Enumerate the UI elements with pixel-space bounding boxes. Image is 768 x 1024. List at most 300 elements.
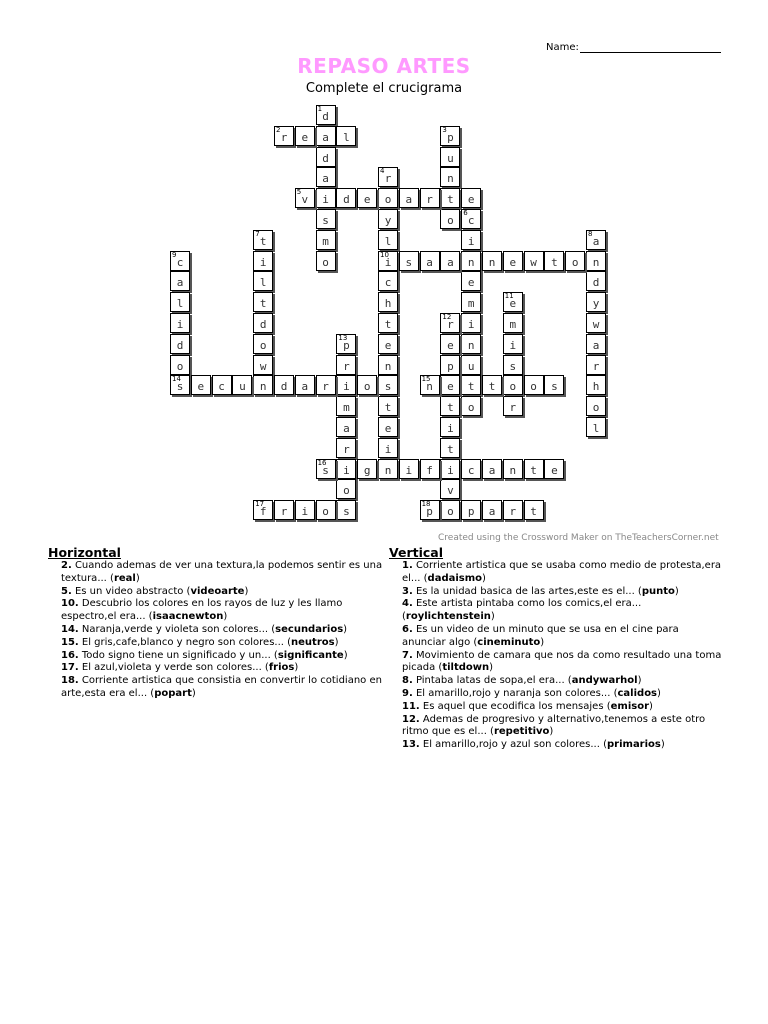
clue-close: ) <box>343 649 348 661</box>
cell-letter: r <box>447 318 454 331</box>
clue-close: ) <box>540 636 545 648</box>
crossword-cell[interactable] <box>482 500 502 520</box>
clue-close: ) <box>490 611 495 623</box>
clue-answer: andywarhol <box>571 675 638 687</box>
crossword-cell[interactable] <box>336 375 356 395</box>
crossword-cell[interactable] <box>232 375 252 395</box>
cell-letter: p <box>426 505 433 519</box>
crossword-cell[interactable] <box>482 459 502 479</box>
crossword-cell[interactable] <box>316 251 336 271</box>
crossword-cell[interactable] <box>420 188 440 208</box>
crossword-cell[interactable] <box>461 230 481 250</box>
cell-letter: d <box>280 380 288 394</box>
clue-text: Es un video abstracto ( <box>71 585 191 597</box>
crossword-cell[interactable] <box>191 375 211 395</box>
clue-num: 1. <box>402 560 413 571</box>
clue-num: 5. <box>61 585 72 597</box>
crossword-cell[interactable] <box>378 396 398 416</box>
cell-letter: n <box>467 338 475 352</box>
crossword-cell[interactable] <box>399 459 419 479</box>
crossword-cell[interactable] <box>253 355 273 375</box>
crossword-cell[interactable] <box>378 271 398 291</box>
clue-close: ) <box>223 611 228 623</box>
cell-letter: r <box>280 505 288 519</box>
cell-letter: i <box>259 255 267 269</box>
clue-answer: roylichtenstein <box>405 611 491 623</box>
cell-letter: n <box>259 380 267 394</box>
cell-letter: l <box>343 130 350 144</box>
clue-answer: calidos <box>617 687 658 699</box>
crossword-cell[interactable] <box>503 355 523 375</box>
cell-letter: i <box>384 442 392 456</box>
crossword-cell[interactable] <box>586 313 606 333</box>
cell-letter: a <box>176 276 184 290</box>
clue-text: Todo signo tiene un significado y un... ( <box>78 649 278 661</box>
crossword-cell[interactable] <box>336 459 356 479</box>
clue-text: Es un video de un minuto que se usa en el cine para anunciar algo ( <box>402 623 679 648</box>
crossword-cell[interactable] <box>295 188 315 208</box>
clue-close: ) <box>660 739 665 751</box>
clue-item <box>389 586 724 599</box>
cell-letter: i <box>405 463 413 477</box>
clue-item <box>48 637 383 650</box>
cell-letter: i <box>322 193 329 207</box>
crossword-cell[interactable] <box>461 292 481 312</box>
crossword-cell[interactable] <box>440 375 460 395</box>
crossword-cell[interactable] <box>503 396 523 416</box>
crossword-cell[interactable] <box>586 251 606 271</box>
crossword-cell[interactable] <box>440 313 460 333</box>
crossword-cell[interactable] <box>440 167 460 187</box>
crossword-cell[interactable] <box>316 375 336 395</box>
cell-letter: t <box>551 255 558 269</box>
cell-letter: e <box>447 338 454 352</box>
cell-letter: n <box>447 172 454 186</box>
crossword-cell[interactable] <box>336 126 356 146</box>
clue-number: 9 <box>172 250 177 259</box>
cell-letter: n <box>592 255 600 269</box>
clue-number: 6 <box>463 209 468 217</box>
crossword-cell[interactable] <box>440 209 460 229</box>
crossword-cell[interactable] <box>336 438 356 458</box>
crossword-cell[interactable] <box>586 292 606 312</box>
clue-text: El amarillo,rojo y azul son colores... ( <box>419 739 607 751</box>
crossword-cell[interactable] <box>336 417 356 437</box>
crossword-cell[interactable] <box>440 251 460 271</box>
crossword-cell[interactable] <box>378 230 398 250</box>
cell-letter: e <box>467 193 475 207</box>
crossword-cell[interactable] <box>440 500 460 520</box>
crossword-cell[interactable] <box>170 375 190 395</box>
crossword-cell[interactable] <box>170 251 190 271</box>
crossword-cell[interactable] <box>544 375 564 395</box>
crossword-cell[interactable] <box>399 251 419 271</box>
cell-letter: c <box>218 380 225 394</box>
crossword-cell[interactable] <box>440 147 460 167</box>
cell-letter: o <box>322 255 329 269</box>
cell-letter: e <box>509 255 517 269</box>
cell-letter: t <box>447 193 454 207</box>
crossword-cell[interactable] <box>440 438 460 458</box>
crossword-cell[interactable] <box>378 459 398 479</box>
crossword-cell[interactable] <box>586 375 606 395</box>
crossword-cell[interactable] <box>357 375 377 395</box>
cell-letter: w <box>530 255 537 269</box>
cell-letter: a <box>322 130 329 144</box>
clue-text: El azul,violeta y verde son colores... ( <box>78 662 269 674</box>
clue-answer: tiltdown <box>442 662 490 674</box>
cell-letter: s <box>322 214 329 227</box>
cell-letter: i <box>301 505 309 519</box>
crossword-cell[interactable] <box>274 375 294 395</box>
cell-letter: a <box>322 172 329 186</box>
cell-letter: f <box>259 505 267 519</box>
crossword-cell[interactable] <box>440 334 460 354</box>
crossword-cell[interactable] <box>336 396 356 416</box>
crossword-cell[interactable] <box>378 167 398 187</box>
cell-letter: d <box>176 338 184 352</box>
clue-text: El amarillo,rojo y naranja son colores... ( <box>412 687 618 699</box>
cell-letter: o <box>447 505 454 519</box>
cell-letter: c <box>467 214 475 227</box>
clue-answer: neutros <box>291 636 335 648</box>
crossword-cell[interactable] <box>378 438 398 458</box>
cell-letter: s <box>509 359 517 373</box>
cell-letter: o <box>176 359 184 373</box>
clue-num: 18. <box>61 675 79 687</box>
vertical-clues <box>389 545 724 752</box>
crossword-cell[interactable] <box>336 479 356 499</box>
clue-item <box>389 688 724 701</box>
crossword-cell[interactable] <box>399 188 419 208</box>
clue-close: ) <box>244 585 249 597</box>
crossword-cell[interactable] <box>440 459 460 479</box>
cell-letter: a <box>301 380 309 394</box>
crossword-cell[interactable] <box>357 459 377 479</box>
cell-letter: u <box>467 359 475 373</box>
crossword-cell[interactable] <box>316 459 336 479</box>
crossword-cell[interactable] <box>212 375 232 395</box>
crossword-cell[interactable] <box>586 355 606 375</box>
clue-close: ) <box>657 687 661 699</box>
clue-text: Descubrio los colores en los rayos de luz y les llamo espectro,el era... ( <box>61 598 343 623</box>
crossword-cell[interactable] <box>461 271 481 291</box>
crossword-cell[interactable] <box>253 230 273 250</box>
crossword-cell[interactable] <box>482 375 502 395</box>
cell-letter: m <box>467 297 475 311</box>
cell-letter: r <box>592 359 600 373</box>
clue-number: 17 <box>255 500 265 509</box>
cell-letter: p <box>343 338 350 352</box>
crossword-cell[interactable] <box>440 355 460 375</box>
clue-num: 13. <box>402 739 420 751</box>
crossword-cell[interactable] <box>316 105 336 125</box>
crossword-cell[interactable] <box>440 396 460 416</box>
crossword-cell[interactable] <box>524 375 544 395</box>
cell-letter: v <box>301 193 309 207</box>
cell-letter: e <box>551 463 558 477</box>
crossword-cell[interactable] <box>503 313 523 333</box>
crossword-cell[interactable] <box>565 251 585 271</box>
cell-letter: s <box>322 463 329 477</box>
crossword-cell[interactable] <box>378 313 398 333</box>
crossword-cell[interactable] <box>336 355 356 375</box>
clue-item <box>48 662 383 675</box>
crossword-cell[interactable] <box>586 396 606 416</box>
crossword-cell[interactable] <box>357 188 377 208</box>
crossword-cell[interactable] <box>420 375 440 395</box>
crossword-cell[interactable] <box>461 459 481 479</box>
clue-item <box>48 675 383 701</box>
crossword-cell[interactable] <box>524 251 544 271</box>
cell-letter: p <box>467 505 475 519</box>
crossword-cell[interactable] <box>544 459 564 479</box>
cell-letter: d <box>322 151 329 165</box>
crossword-cell[interactable] <box>586 271 606 291</box>
crossword-cell[interactable] <box>295 375 315 395</box>
crossword-cell[interactable] <box>316 230 336 250</box>
crossword-cell[interactable] <box>524 500 544 520</box>
crossword-cell[interactable] <box>378 209 398 229</box>
crossword-cell[interactable] <box>316 500 336 520</box>
crossword-cell[interactable] <box>503 500 523 520</box>
cell-letter: r <box>509 401 517 415</box>
clue-item <box>48 560 383 586</box>
cell-letter: i <box>384 255 392 269</box>
cell-letter: a <box>405 193 413 207</box>
cell-letter: o <box>363 380 371 394</box>
crossword-cell[interactable] <box>253 313 273 333</box>
crossword-cell[interactable] <box>586 334 606 354</box>
crossword-cell[interactable] <box>170 355 190 375</box>
crossword-cell[interactable] <box>378 251 398 271</box>
cell-letter: n <box>509 463 517 477</box>
cell-letter: p <box>447 359 454 373</box>
crossword-cell[interactable] <box>316 188 336 208</box>
cell-letter: t <box>530 463 537 477</box>
crossword-cell[interactable] <box>336 500 356 520</box>
crossword-cell[interactable] <box>440 188 460 208</box>
crossword-cell[interactable] <box>524 459 544 479</box>
clue-num: 9. <box>402 687 413 699</box>
clue-number: 7 <box>255 229 260 238</box>
crossword-cell[interactable] <box>274 126 294 146</box>
cell-letter: r <box>280 130 288 144</box>
credit-text: Created using the Crossword Maker on TheTeachersCorner.net <box>438 533 719 543</box>
crossword-cell[interactable] <box>295 500 315 520</box>
crossword-cell[interactable] <box>440 479 460 499</box>
crossword-cell[interactable] <box>378 375 398 395</box>
cell-letter: o <box>592 401 600 415</box>
cell-letter: n <box>488 255 496 269</box>
crossword-cell[interactable] <box>253 292 273 312</box>
crossword-cell[interactable] <box>295 126 315 146</box>
cell-letter: v <box>447 484 454 498</box>
crossword-cell[interactable] <box>316 147 336 167</box>
clue-text: Es la unidad basica de las artes,este es el... ( <box>412 585 642 597</box>
crossword-cell[interactable] <box>482 251 502 271</box>
cell-letter: a <box>447 255 454 269</box>
cell-letter: e <box>363 193 371 207</box>
clue-number: 3 <box>442 125 447 134</box>
clue-close: ) <box>135 572 140 584</box>
crossword-cell[interactable] <box>170 313 190 333</box>
page-title: REPASO ARTES <box>297 54 471 78</box>
cell-letter: s <box>405 255 413 269</box>
cell-letter: e <box>384 338 392 352</box>
cell-letter: g <box>363 463 371 477</box>
cell-letter: t <box>259 234 267 248</box>
clue-item <box>389 675 724 688</box>
clue-item <box>48 624 383 637</box>
cell-letter: i <box>447 422 454 435</box>
crossword-cell[interactable] <box>378 334 398 354</box>
crossword-cell[interactable] <box>420 459 440 479</box>
clue-number: 12 <box>442 313 452 321</box>
cell-letter: d <box>322 110 329 123</box>
clue-number: 8 <box>588 229 593 238</box>
cell-letter: t <box>259 297 267 311</box>
crossword-cell[interactable] <box>503 334 523 354</box>
clue-num: 10. <box>61 598 79 610</box>
cell-letter: h <box>592 380 600 394</box>
cell-letter: e <box>447 380 454 394</box>
crossword-cell[interactable] <box>544 251 564 271</box>
crossword-cell[interactable] <box>378 188 398 208</box>
crossword-cell[interactable] <box>378 417 398 437</box>
clue-answer: videoarte <box>190 585 245 597</box>
clue-num: 11. <box>402 700 420 712</box>
cell-letter: i <box>343 463 350 477</box>
clue-close: ) <box>649 700 653 712</box>
cell-letter: m <box>343 401 350 415</box>
clue-close: ) <box>549 726 554 738</box>
cell-letter: i <box>343 380 350 394</box>
clue-number: 18 <box>421 500 431 509</box>
cell-letter: i <box>467 318 475 331</box>
crossword-cell[interactable] <box>503 251 523 271</box>
clue-num: 14. <box>61 623 79 635</box>
crossword-cell[interactable] <box>461 251 481 271</box>
cell-letter: o <box>571 255 579 269</box>
clue-close: ) <box>489 662 494 674</box>
clue-item <box>48 598 383 624</box>
cell-letter: t <box>384 401 392 415</box>
clue-close: ) <box>674 585 679 597</box>
crossword-cell[interactable] <box>461 355 481 375</box>
clue-text: Naranja,verde y violeta son colores... ( <box>78 623 276 635</box>
clue-item <box>389 624 724 650</box>
cell-letter: c <box>467 463 475 477</box>
crossword-cell[interactable] <box>503 459 523 479</box>
cell-letter: n <box>384 359 392 373</box>
cell-letter: c <box>384 276 392 290</box>
crossword-cell[interactable] <box>420 500 440 520</box>
clue-item <box>389 650 724 676</box>
crossword-cell[interactable] <box>378 355 398 375</box>
crossword-cell[interactable] <box>461 396 481 416</box>
crossword-cell[interactable] <box>440 126 460 146</box>
clue-answer: emisor <box>610 700 650 712</box>
cell-letter: t <box>447 442 454 456</box>
crossword-cell[interactable] <box>316 126 336 146</box>
crossword-cell[interactable] <box>316 167 336 187</box>
crossword-cell[interactable] <box>170 292 190 312</box>
crossword-cell[interactable] <box>170 334 190 354</box>
clue-num: 16. <box>61 649 79 661</box>
cell-letter: e <box>197 380 205 394</box>
clue-answer: repetitivo <box>493 726 550 738</box>
clue-answer: isaacnewton <box>152 611 224 623</box>
crossword-cell[interactable] <box>503 375 523 395</box>
crossword-cell[interactable] <box>461 313 481 333</box>
crossword-cell[interactable] <box>253 500 273 520</box>
crossword-cell[interactable] <box>274 500 294 520</box>
crossword-cell[interactable] <box>420 251 440 271</box>
cell-letter: s <box>384 380 392 394</box>
crossword-cell[interactable] <box>586 417 606 437</box>
clue-answer: frios <box>268 662 295 674</box>
cell-letter: o <box>322 505 329 519</box>
crossword-cell[interactable] <box>461 188 481 208</box>
cell-letter: n <box>426 380 433 394</box>
crossword-cell[interactable] <box>440 417 460 437</box>
cell-letter: m <box>509 318 517 331</box>
crossword-cell[interactable] <box>461 375 481 395</box>
crossword-cell[interactable] <box>316 209 336 229</box>
clue-num: 6. <box>402 623 413 635</box>
cell-letter: n <box>384 463 392 477</box>
cell-letter: y <box>384 214 392 227</box>
crossword-cell[interactable] <box>253 251 273 271</box>
cell-letter: r <box>343 442 350 456</box>
clue-answer: real <box>113 572 136 584</box>
clue-text: El gris,cafe,blanco y negro son colores... ( <box>78 636 292 648</box>
crossword-cell[interactable] <box>461 209 481 229</box>
crossword-cell[interactable] <box>253 375 273 395</box>
cell-letter: u <box>447 151 454 165</box>
crossword-cell[interactable] <box>461 334 481 354</box>
clue-text: Corriente artistica que se usaba como medio de protesta,era el... ( <box>402 560 722 584</box>
vertical-clue-list <box>389 560 724 752</box>
cell-letter: a <box>592 234 600 248</box>
clue-item <box>48 650 383 663</box>
cell-letter: a <box>488 505 496 519</box>
cell-letter: s <box>551 380 558 394</box>
crossword-cell[interactable] <box>378 292 398 312</box>
cell-letter: d <box>259 318 267 331</box>
crossword-cell[interactable] <box>586 230 606 250</box>
crossword-cell[interactable] <box>461 500 481 520</box>
clue-text: Corriente artistica que consistia en convertir lo cotidiano en arte,esta era el... ( <box>61 675 382 699</box>
clue-num: 3. <box>402 585 413 597</box>
cell-letter: o <box>384 193 392 207</box>
clue-answer: significante <box>277 649 344 661</box>
crossword-cell[interactable] <box>253 271 273 291</box>
cell-letter: e <box>384 422 392 435</box>
crossword-cell[interactable] <box>336 188 356 208</box>
crossword-cell[interactable] <box>503 292 523 312</box>
cell-letter: i <box>176 318 184 331</box>
crossword-cell[interactable] <box>170 271 190 291</box>
cell-letter: c <box>176 255 184 269</box>
crossword-cell[interactable] <box>336 334 356 354</box>
crossword-cell[interactable] <box>253 334 273 354</box>
cell-letter: l <box>176 297 184 311</box>
cell-letter: d <box>343 193 350 207</box>
clue-close: ) <box>482 572 486 584</box>
clue-number: 14 <box>172 375 181 384</box>
